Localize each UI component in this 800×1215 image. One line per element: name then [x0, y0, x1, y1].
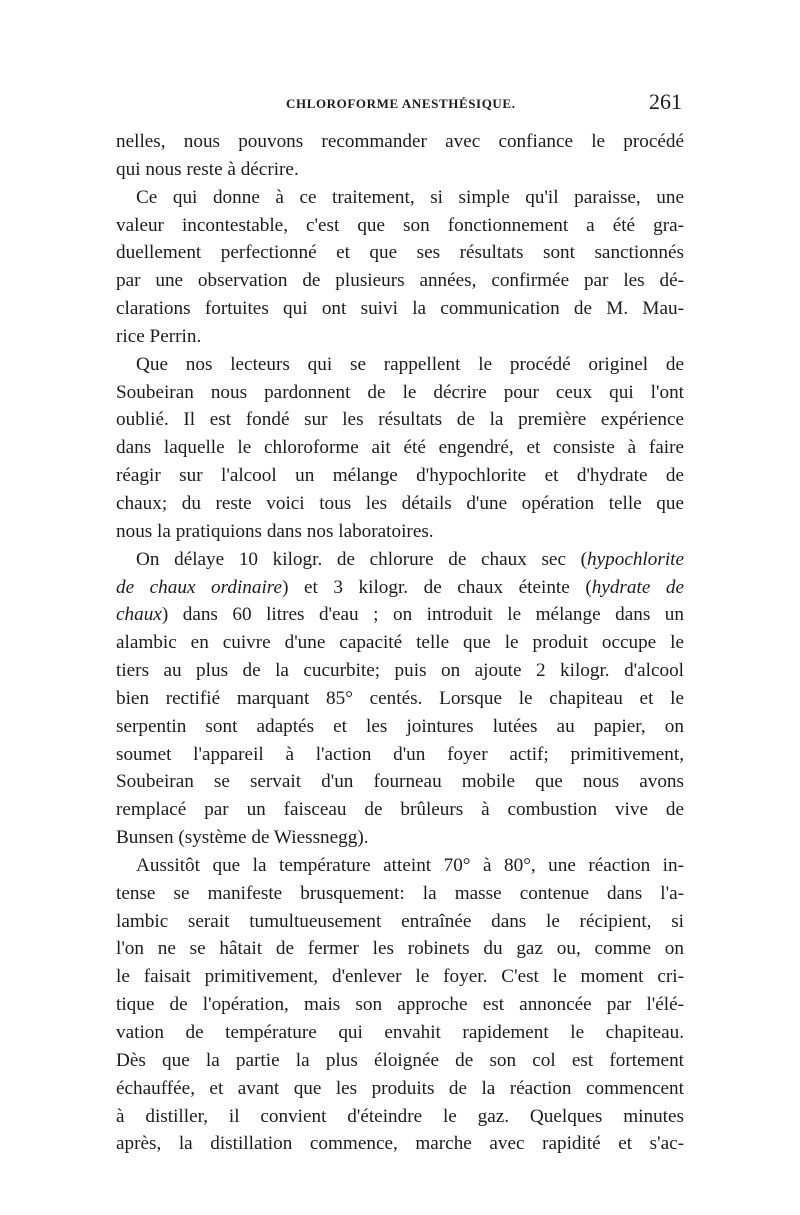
text-segment: ) et 3 kilogr. de chaux éteinte (	[282, 576, 592, 598]
text-line: nelles, nous pouvons recommander avec confiance le procédé	[116, 131, 684, 152]
text-line: rice Perrin.	[116, 325, 202, 347]
text-line	[116, 574, 684, 602]
text-line: nous la pratiquions dans nos laboratoires.	[116, 520, 434, 542]
book-page	[116, 89, 684, 1158]
text-line: chaux; du reste voici tous les détails d'une opération telle que	[116, 492, 684, 514]
text-line: serpentin sont adaptés et les jointures lutées au papier, on	[116, 715, 684, 737]
text-line: Bunsen (système de Wiessnegg).	[116, 827, 369, 849]
text-line: échauffée, et avant que les produits de la réaction commencent	[116, 1077, 684, 1099]
text-line	[116, 546, 684, 574]
italic-segment: chaux	[116, 604, 162, 626]
text-line: oublié. Il est fondé sur les résultats de la première expérience	[116, 409, 684, 431]
text-line: à distiller, il convient d'éteindre le gaz. Quelques minutes	[116, 1105, 684, 1127]
italic-segment: de chaux ordinaire	[116, 576, 283, 598]
running-title: CHLOROFORME ANESTHÉSIQUE.	[286, 96, 516, 111]
text-line: l'on ne se hâtait de fermer les robinets du gaz ou, comme on	[116, 938, 684, 960]
text-line: tiers au plus de la cucurbite; puis on ajoute 2 kilogr. d'alcool	[116, 660, 684, 682]
text-line: Aussitôt que la température atteint 70° à 80°, une réaction in-	[136, 854, 684, 876]
text-line: clarations fortuites qui ont suivi la communication de M. Mau-	[116, 298, 684, 320]
running-head	[116, 89, 684, 116]
text-line: vation de température qui envahit rapidement le chapiteau.	[116, 1022, 684, 1043]
text-line: tense se manifeste brusquement: la masse contenue dans l'a-	[116, 882, 684, 904]
text-line: soumet l'appareil à l'action d'un foyer actif; primitivement,	[116, 743, 684, 765]
text-line: le faisait primitivement, d'enlever le foyer. C'est le moment cri-	[116, 966, 684, 988]
text-segment: ) dans 60 litres d'eau ; on introduit le mélange dans un	[161, 604, 684, 626]
text-line: Que nos lecteurs qui se rappellent le procédé originel de	[136, 353, 684, 375]
text-line: dans laquelle le chloroforme ait été engendré, et consiste à faire	[116, 437, 684, 459]
text-line: qui nous reste à décrire.	[116, 158, 299, 180]
text-line: duellement perfectionné et que ses résultats sont sanctionnés	[116, 242, 684, 264]
italic-segment: hydrate de	[591, 576, 684, 598]
body-text	[116, 128, 684, 1158]
text-line: après, la distillation commence, marche avec rapidité et s'ac-	[116, 1133, 684, 1155]
text-line: Soubeiran se servait d'un fourneau mobile que nous avons	[116, 771, 684, 793]
italic-segment: hypochlorite	[587, 548, 684, 570]
text-segment: On délaye 10 kilogr. de chlorure de chaux sec (	[136, 548, 588, 570]
text-line	[116, 601, 684, 629]
page-number: 261	[649, 89, 682, 114]
text-line: tique de l'opération, mais son approche est annoncée par l'élé-	[116, 994, 684, 1016]
text-line: alambic en cuivre d'une capacité telle que le produit occupe le	[116, 632, 684, 654]
text-line: remplacé par un faisceau de brûleurs à combustion vive de	[116, 799, 684, 821]
text-line: par une observation de plusieurs années, confirmée par les dé-	[116, 270, 684, 292]
text-line: Dès que la partie la plus éloignée de son col est fortement	[116, 1049, 684, 1071]
text-line: bien rectifié marquant 85° centés. Lorsque le chapiteau et le	[116, 687, 684, 709]
text-line: Ce qui donne à ce traitement, si simple qu'il paraisse, une	[136, 186, 684, 208]
text-line: réagir sur l'alcool un mélange d'hypochlorite et d'hydrate de	[116, 465, 684, 487]
text-line: valeur incontestable, c'est que son fonctionnement a été gra-	[116, 214, 684, 236]
text-line: lambic serait tumultueusement entraînée dans le récipient, si	[116, 910, 684, 932]
text-line: Soubeiran nous pardonnent de le décrire pour ceux qui l'ont	[116, 381, 684, 403]
